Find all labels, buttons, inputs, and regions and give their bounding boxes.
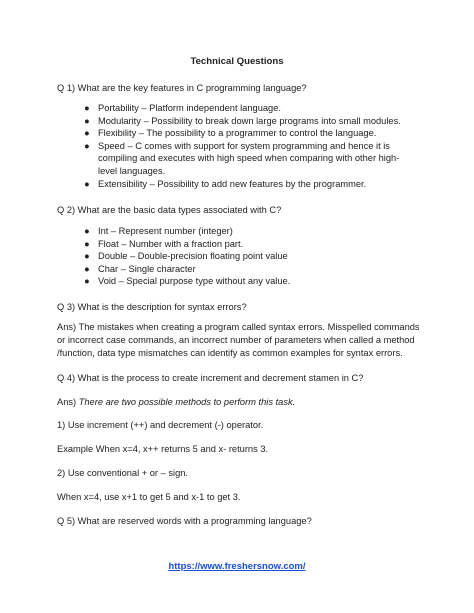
list-item-text: Float – Number with a fraction part. <box>98 238 244 249</box>
bullet-icon: ● <box>84 128 90 139</box>
bullet-icon: ● <box>84 226 90 236</box>
data-type-list <box>84 225 414 288</box>
question-1: Q 1) What are the key features in C programming language? <box>57 83 307 93</box>
answer-italic-text: There are two possible methods to perform this task. <box>78 397 296 407</box>
list-item-text: Extensibility – Possibility to add new features by the programmer. <box>98 178 367 189</box>
bullet-icon: ● <box>84 178 90 189</box>
question-2: Q 2) What are the basic data types associated with C? <box>57 205 282 215</box>
bullet-icon: ● <box>84 251 90 262</box>
list-item <box>84 127 414 140</box>
list-item <box>84 238 414 251</box>
answer-3: Ans) The mistakes when creating a program called syntax errors. Misspelled commands or incorrect case commands, an incorrect number of parameters when called a method /function, data type mismatches can identify as common examples for syntax errors. <box>57 322 420 358</box>
list-item <box>84 263 414 276</box>
list-item <box>84 250 414 263</box>
bullet-icon: ● <box>84 115 90 126</box>
bullet-icon: ● <box>84 263 90 274</box>
bullet-icon: ● <box>84 103 90 113</box>
list-item <box>84 102 414 115</box>
list-item <box>84 225 414 238</box>
question-3: Q 3) What is the description for syntax errors? <box>57 302 247 312</box>
answer-prefix: Ans) <box>57 397 79 407</box>
bullet-icon: ● <box>84 140 90 151</box>
footer <box>0 561 474 572</box>
method-1: 1) Use increment (++) and decrement (-) operator. <box>57 420 264 430</box>
list-item-text: Flexibility – The possibility to a programmer to control the language. <box>98 128 377 139</box>
list-item-text: Int – Represent number (integer) <box>98 226 233 236</box>
list-item-text: Char – Single character <box>98 263 196 274</box>
question-4: Q 4) What is the process to create increment and decrement stamen in C? <box>57 373 364 383</box>
example-2: When x=4, use x+1 to get 5 and x-1 to get 3. <box>57 492 241 502</box>
page-title: Technical Questions <box>190 56 284 67</box>
list-item-text: Speed – C comes with support for system programming and hence it is compiling and executes with high speed when comparing with other high-level languages. <box>98 140 400 176</box>
list-item-text: Modularity – Possibility to break down large programs into small modules. <box>98 115 401 126</box>
example-1: Example When x=4, x++ returns 5 and x- returns 3. <box>57 444 269 454</box>
feature-list <box>84 102 414 190</box>
list-item <box>84 140 414 178</box>
list-item-text: Portability – Platform independent language. <box>98 103 281 113</box>
list-item-text: Double – Double-precision floating point value <box>98 251 288 262</box>
bullet-icon: ● <box>84 276 90 287</box>
answer-4 <box>57 396 295 408</box>
method-2: 2) Use conventional + or – sign. <box>57 468 189 478</box>
bullet-icon: ● <box>84 238 90 249</box>
list-item <box>84 275 414 288</box>
footer-link[interactable]: https://www.freshersnow.com/ <box>168 561 306 572</box>
question-5: Q 5) What are reserved words with a programming language? <box>57 516 312 526</box>
list-item-text: Void – Special purpose type without any value. <box>98 276 291 287</box>
list-item <box>84 178 414 191</box>
list-item <box>84 115 414 128</box>
